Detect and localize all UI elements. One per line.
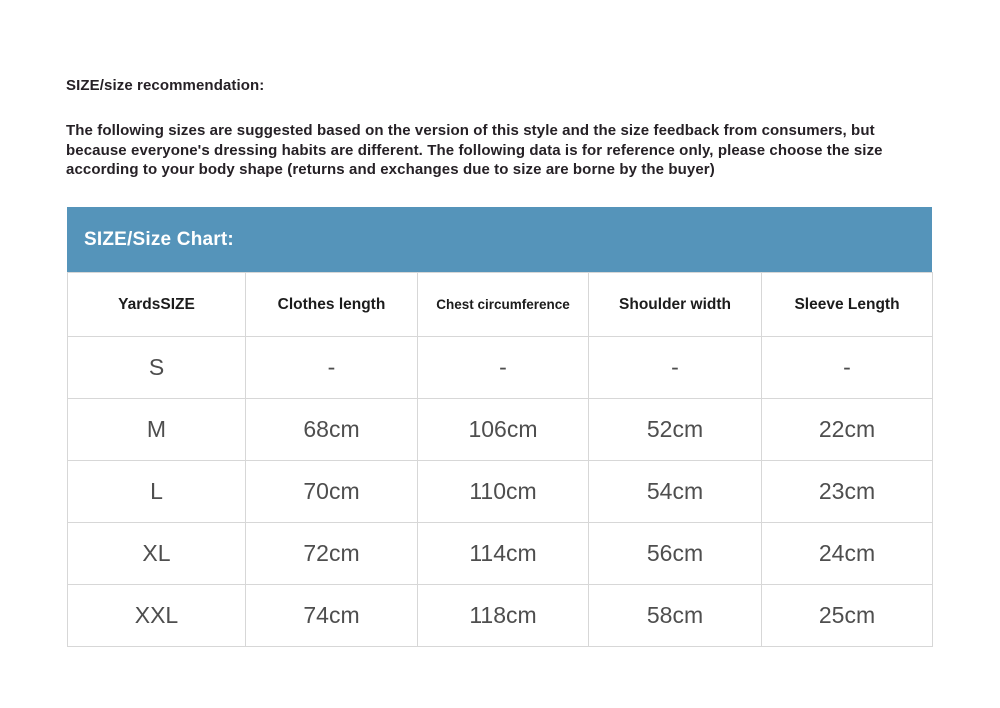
size-chart-title-bar [67,207,932,272]
table-row-s [68,337,933,399]
cell-chest-circumference: 114cm [418,523,589,585]
cell-size: XXL [68,585,246,647]
cell-shoulder-width: 54cm [589,461,762,523]
column-header-clothes-length: Clothes length [246,273,418,337]
cell-size: XL [68,523,246,585]
cell-chest-circumference: 110cm [418,461,589,523]
cell-chest-circumference: 118cm [418,585,589,647]
table-header-row [68,273,933,337]
table-row-xxl [68,585,933,647]
cell-chest-circumference: - [418,337,589,399]
cell-clothes-length: 72cm [246,523,418,585]
table-row-l [68,461,933,523]
cell-clothes-length: 70cm [246,461,418,523]
size-recommendation-heading: SIZE/size recommendation: [66,77,265,94]
cell-size: S [68,337,246,399]
cell-clothes-length: 74cm [246,585,418,647]
cell-size: M [68,399,246,461]
size-recommendation-text: The following sizes are suggested based on the version of this style and the size feedback from consumers, but because everyone's dressing habits are different. The following data is for reference only, please choose the size according to your body shape (returns and exchanges due to size are borne by the buyer) [66,122,883,178]
cell-shoulder-width: 58cm [589,585,762,647]
cell-sleeve-length: 23cm [762,461,933,523]
cell-shoulder-width: 52cm [589,399,762,461]
cell-shoulder-width: 56cm [589,523,762,585]
cell-sleeve-length: 22cm [762,399,933,461]
table-row-m [68,399,933,461]
column-header-shoulder-width: Shoulder width [589,273,762,337]
column-header-size: YardsSIZE [68,273,246,337]
cell-size: L [68,461,246,523]
size-chart-title: SIZE/Size Chart: [84,228,234,250]
cell-sleeve-length: 25cm [762,585,933,647]
column-header-chest-circumference: Chest circumference [418,273,589,337]
table-row-xl [68,523,933,585]
cell-clothes-length: - [246,337,418,399]
cell-sleeve-length: 24cm [762,523,933,585]
column-header-sleeve-length: Sleeve Length [762,273,933,337]
cell-sleeve-length: - [762,337,933,399]
size-chart-table [67,272,933,647]
cell-chest-circumference: 106cm [418,399,589,461]
cell-shoulder-width: - [589,337,762,399]
cell-clothes-length: 68cm [246,399,418,461]
